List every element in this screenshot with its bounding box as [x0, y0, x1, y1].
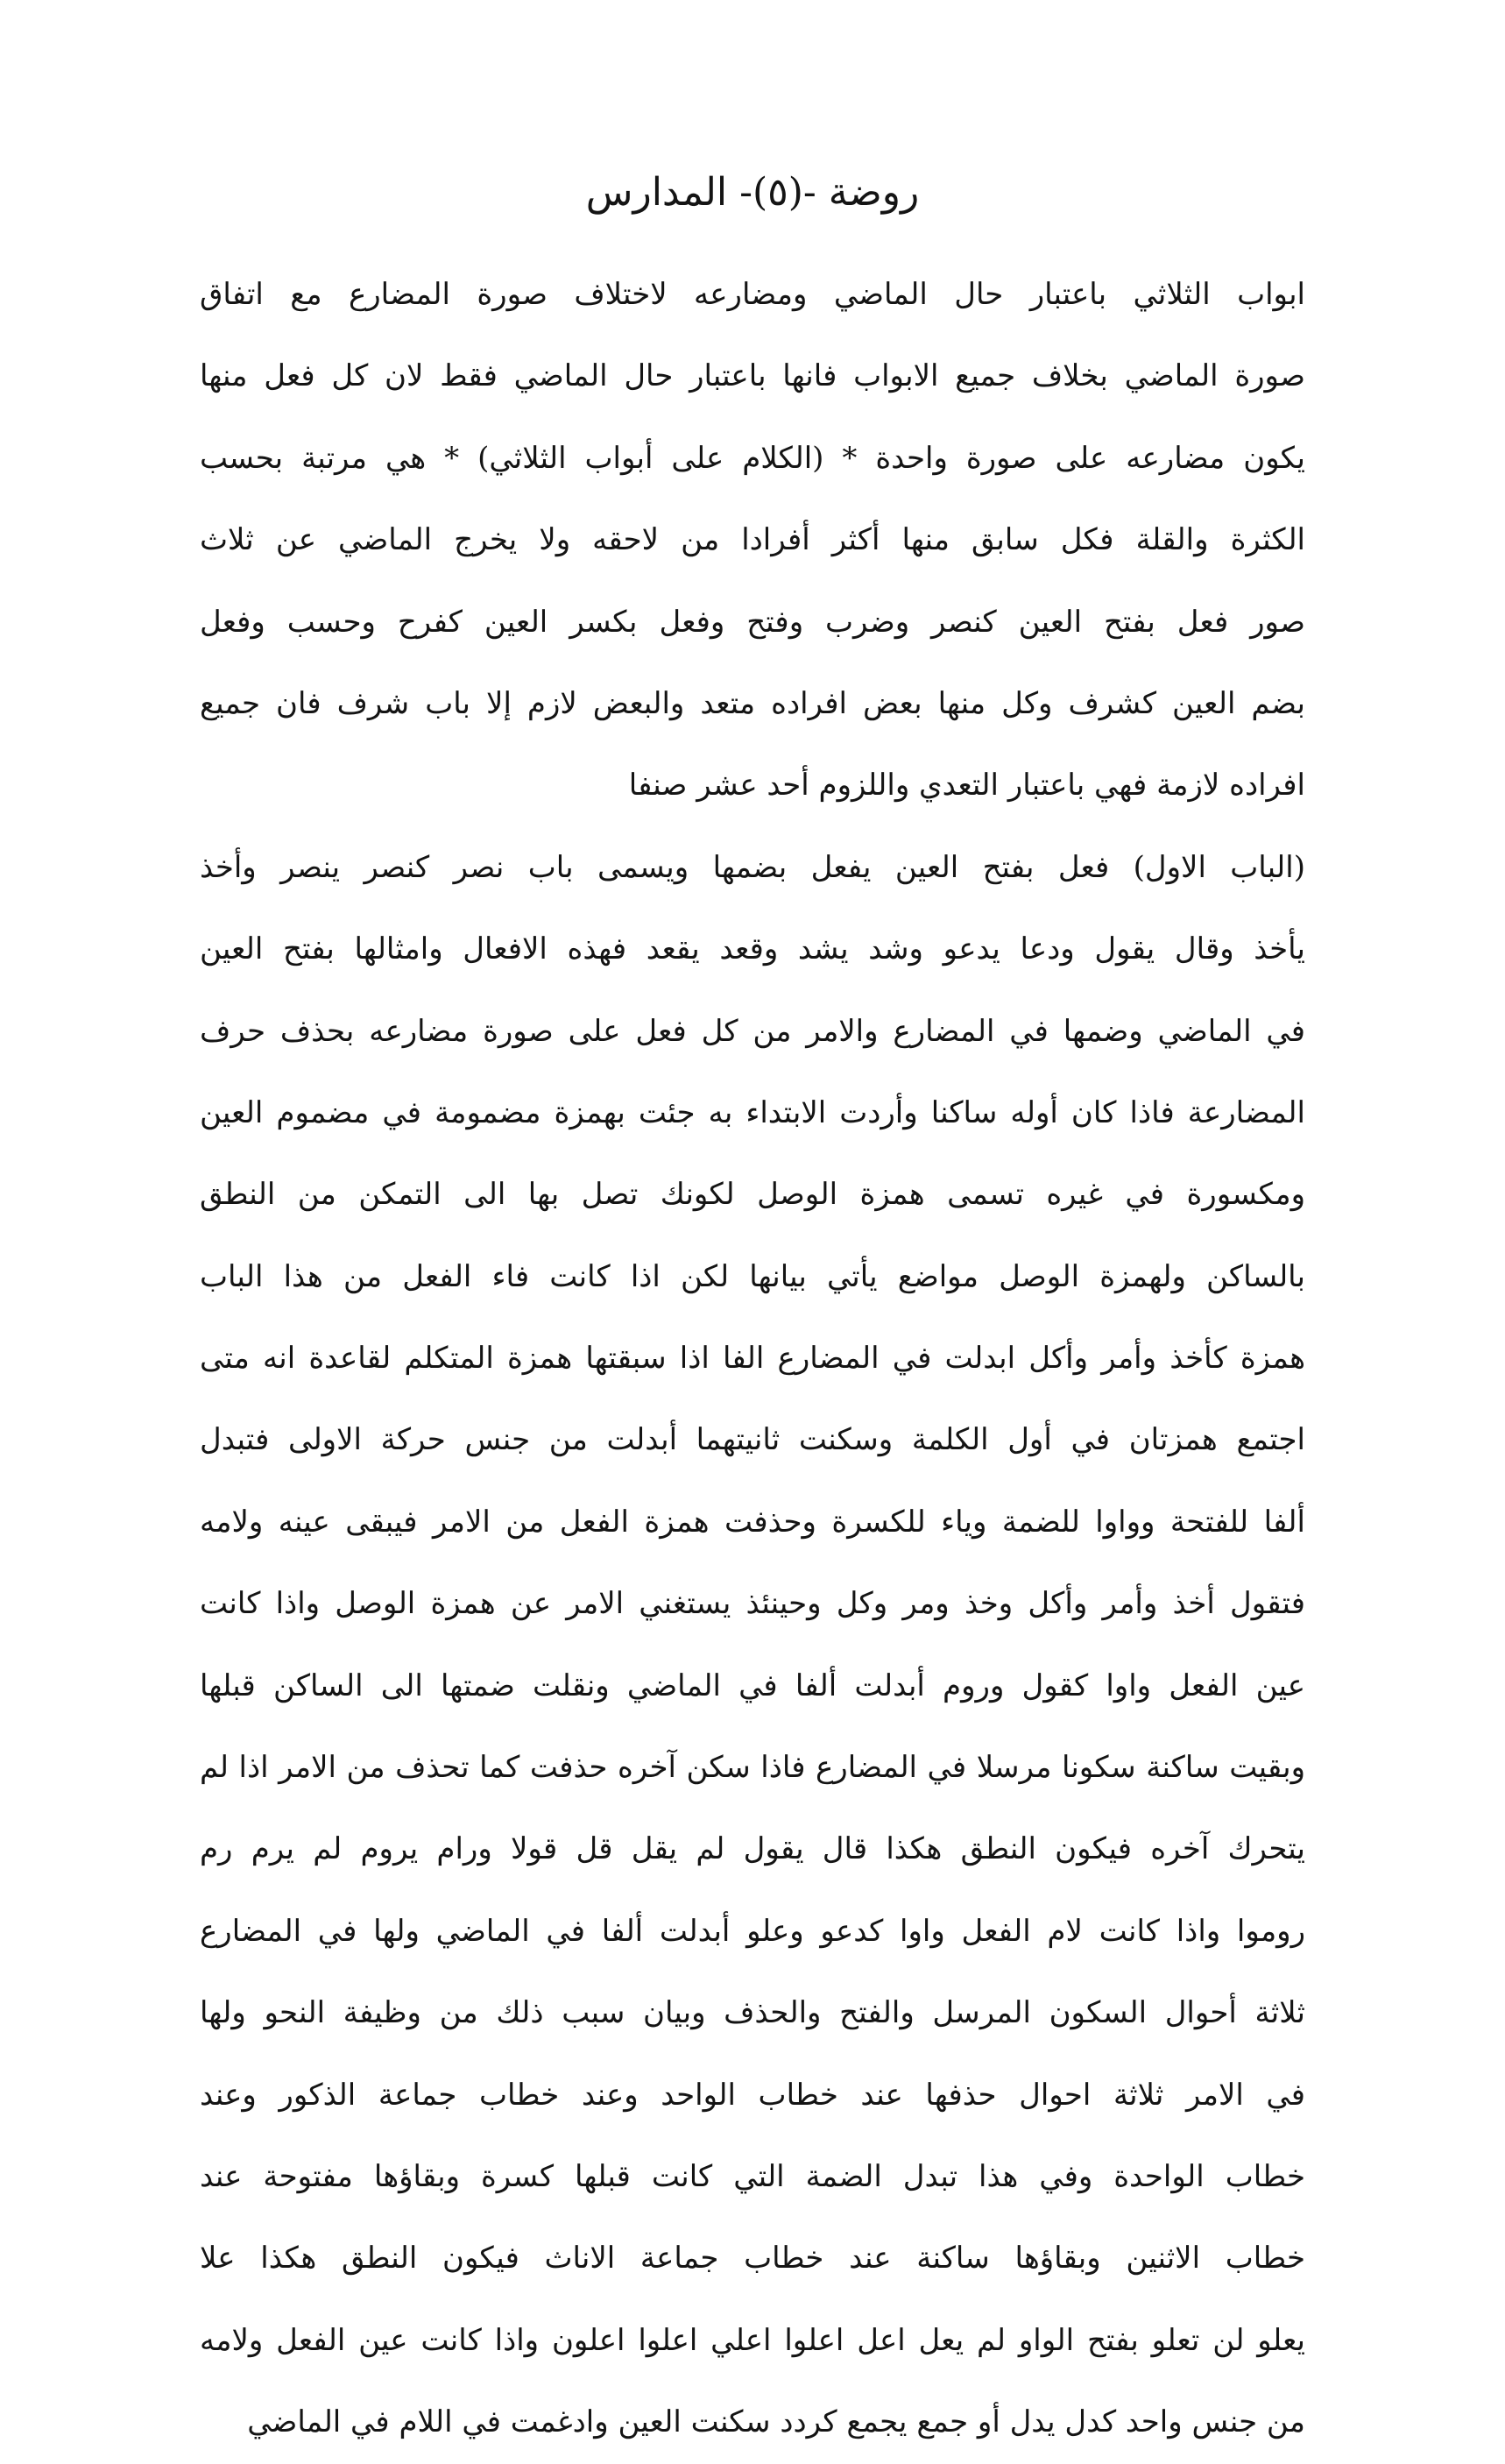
text-block	[200, 254, 1305, 2464]
text-line: في الماضي وضمها في المضارع والامر من كل فعل على صورة مضارعه بحذف حرف	[200, 1013, 1305, 1049]
text-line: وبقيت ساكنة سكونا مرسلا في المضارع فاذا سكن آخره حذفت كما تحذف من الامر اذا لم	[200, 1750, 1305, 1786]
text-line: يأخذ وقال يقول ودعا يدعو وشد يشد وقعد يقعد فهذه الافعال وامثالها بفتح العين	[200, 931, 1305, 967]
text-line: صور فعل بفتح العين كنصر وضرب وفتح وفعل بكسر العين كفرح وحسب وفعل	[200, 604, 1305, 640]
text-line: المضارعة فاذا كان أوله ساكنا وأردت الابتداء به جئت بهمزة مضمومة في مضموم العين	[200, 1094, 1305, 1130]
text-line: (الباب الاول) فعل بفتح العين يفعل بضمها ويسمى باب نصر كنصر ينصر وأخذ	[200, 849, 1305, 885]
text-line: ثلاثة أحوال السكون المرسل والفتح والحذف وبيان سبب ذلك من وظيفة النحو ولها	[200, 1995, 1305, 2031]
text-line: عين الفعل واوا كقول وروم أبدلت ألفا في الماضي ونقلت ضمتها الى الساكن قبلها	[200, 1667, 1305, 1703]
text-line: همزة كأخذ وأمر وأكل ابدلت في المضارع الفا اذا سبقتها همزة المتكلم لقاعدة انه متى	[200, 1341, 1305, 1377]
text-line: روموا واذا كانت لام الفعل واوا كدعو وعلو أبدلت ألفا في الماضي ولها في المضارع	[200, 1913, 1305, 1949]
text-line: افراده لازمة فهي باعتبار التعدي واللزوم أحد عشر صنفا	[628, 768, 1305, 804]
text-line: فتقول أخذ وأمر وأكل وخذ ومر وكل وحينئذ يستغني الامر عن همزة الوصل واذا كانت	[200, 1586, 1305, 1622]
text-line: ابواب الثلاثي باعتبار حال الماضي ومضارعه لاختلاف صورة المضارع مع اتفاق	[200, 277, 1305, 312]
text-line: خطاب الواحدة وفي هذا تبدل الضمة التي كانت قبلها كسرة وبقاؤها مفتوحة عند	[200, 2158, 1305, 2194]
text-line: في الامر ثلاثة احوال حذفها عند خطاب الواحد وعند خطاب جماعة الذكور وعند	[200, 2077, 1305, 2113]
running-head: روضة -(٥)- المدارس	[585, 170, 920, 215]
text-line: يعلو لن تعلو بفتح الواو لم يعل اعل اعلوا اعلي اعلوا اعلون واذا كانت عين الفعل ولامه	[200, 2322, 1305, 2358]
text-line: اجتمع همزتان في أول الكلمة وسكنت ثانيتهما أبدلت من جنس حركة الاولى فتبدل	[200, 1422, 1305, 1458]
text-line: يكون مضارعه على صورة واحدة * (الكلام على أبواب الثلاثي) * هي مرتبة بحسب	[200, 440, 1305, 476]
text-line: الكثرة والقلة فكل سابق منها أكثر أفرادا من لاحقه ولا يخرج الماضي عن ثلاث	[200, 522, 1305, 558]
text-line: ألفا للفتحة وواوا للضمة وياء للكسرة وحذفت همزة الفعل من الامر فيبقى عينه ولامه	[200, 1504, 1305, 1540]
text-line: بضم العين كشرف وكل منها بعض افراده متعد والبعض لازم إلا باب شرف فان جميع	[200, 685, 1305, 721]
text-line: بالساكن ولهمزة الوصل مواضع يأتي بيانها لكن اذا كانت فاء الفعل من هذا الباب	[200, 1258, 1305, 1294]
text-line: خطاب الاثنين وبقاؤها ساكنة عند خطاب جماعة الاناث فيكون النطق هكذا علا	[200, 2241, 1305, 2276]
text-line: صورة الماضي بخلاف جميع الابواب فانها باعتبار حال الماضي فقط لان كل فعل منها	[200, 358, 1305, 394]
text-line: يتحرك آخره فيكون النطق هكذا قال يقول لم يقل قل قولا ورام يروم لم يرم رم	[200, 1831, 1305, 1867]
text-line: من جنس واحد كدل يدل أو جمع يجمع كردد سكنت العين وادغمت في اللام في الماضي	[247, 2404, 1305, 2440]
text-line: ومكسورة في غيره تسمى همزة الوصل لكونك تصل بها الى التمكن من النطق	[200, 1177, 1305, 1213]
